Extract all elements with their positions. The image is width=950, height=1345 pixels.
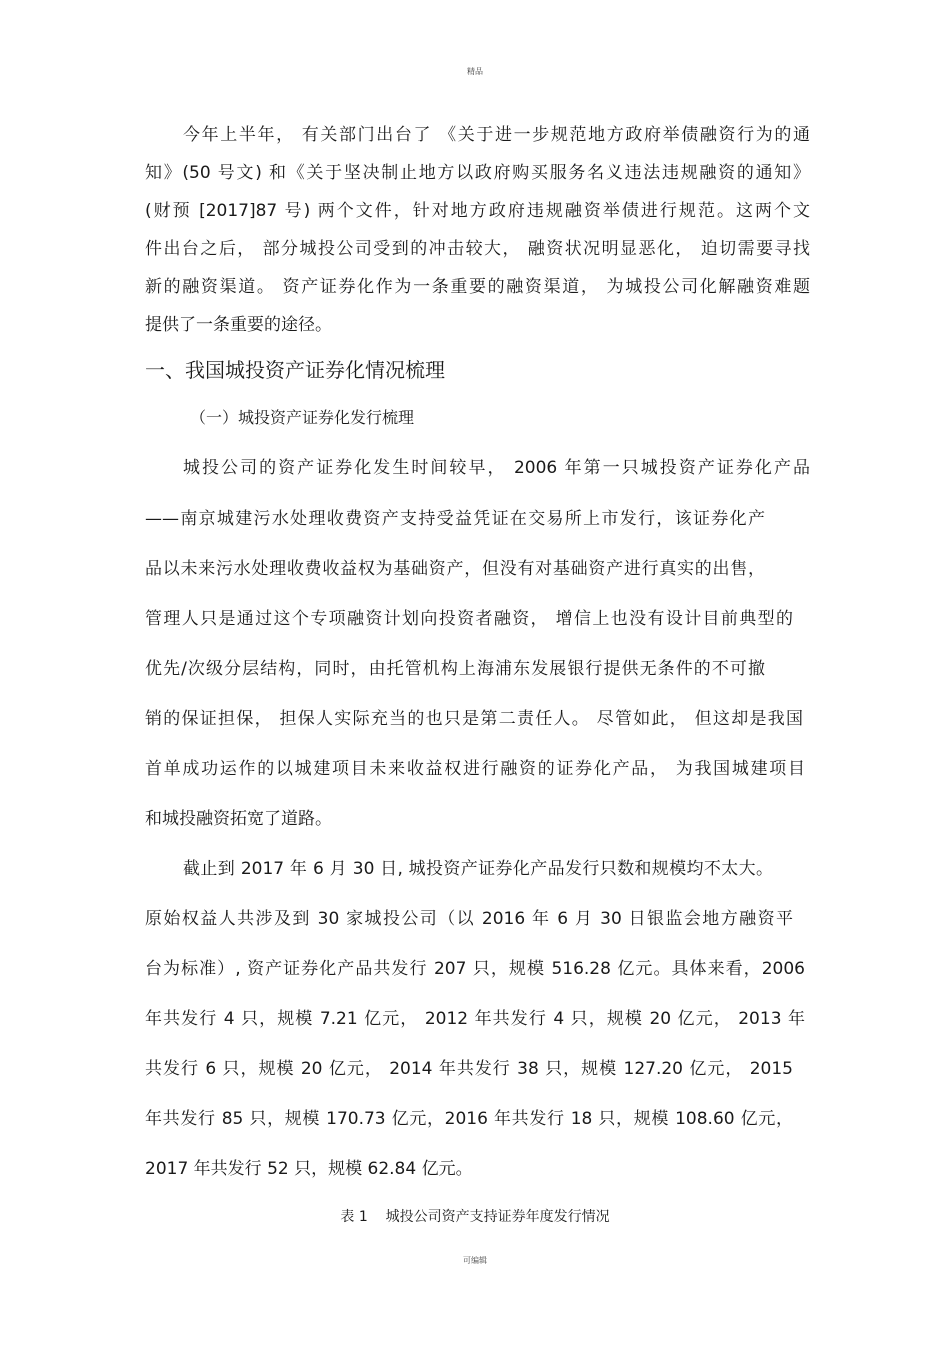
page-header: 精品 (467, 67, 483, 76)
paragraph-2-line-7: 首单成功运作的以城建项目未来收益权进行融资的证券化产品， 为我国城建项目 (145, 759, 805, 779)
table-caption: 表 1 城投公司资产支持证券年度发行情况 (340, 1209, 610, 1225)
paragraph-2-line-4: 管理人只是通过这个专项融资计划向投资者融资， 增信上也没有设计目前典型的 (145, 609, 793, 629)
paragraph-1-line-1: 今年上半年， 有关部门出台了 《关于进一步规范地方政府举债融资行为的通 (183, 125, 810, 145)
paragraph-1-line-3: (财预 [2017]87 号) 两个文件，针对地方政府违规融资举债进行规范。这两个文 (145, 201, 810, 221)
paragraph-2-line-3: 品以未来污水处理收费收益权为基础资产，但没有对基础资产进行真实的出售， (145, 559, 765, 579)
section-heading: 一、我国城投资产证券化情况梳理 (145, 358, 445, 382)
paragraph-1-line-6: 提供了一条重要的途径。 (145, 315, 332, 335)
paragraph-3-line-7: 2017 年共发行 52 只，规模 62.84 亿元。 (145, 1159, 473, 1179)
subsection-heading: （一）城投资产证券化发行梳理 (190, 408, 415, 427)
paragraph-2-line-8: 和城投融资拓宽了道路。 (145, 809, 332, 829)
paragraph-3-line-3: 台为标准）, 资产证券化产品共发行 207 只，规模 516.28 亿元。具体来看，2006 (145, 959, 805, 979)
paragraph-3-line-5: 共发行 6 只，规模 20 亿元， 2014 年共发行 38 只，规模 127.20 亿元， 2015 (145, 1059, 793, 1079)
paragraph-2-line-1: 城投公司的资产证券化发生时间较早， 2006 年第一只城投资产证券化产品 (183, 458, 810, 478)
page-footer: 可编辑 (463, 1256, 487, 1265)
paragraph-1-line-5: 新的融资渠道。 资产证券化作为一条重要的融资渠道， 为城投公司化解融资难题 (145, 277, 810, 297)
paragraph-3-line-4: 年共发行 4 只，规模 7.21 亿元， 2012 年共发行 4 只，规模 20 亿元， 2013 年 (145, 1009, 805, 1029)
paragraph-2-line-5: 优先/次级分层结构，同时，由托管机构上海浦东发展银行提供无条件的不可撤 (145, 659, 765, 679)
paragraph-3-line-6: 年共发行 85 只，规模 170.73 亿元，2016 年共发行 18 只，规模 108.60 亿元， (145, 1109, 793, 1129)
paragraph-2-line-6: 销的保证担保， 担保人实际充当的也只是第二责任人。 尽管如此， 但这却是我国 (145, 709, 803, 729)
paragraph-1-line-2: 知》(50 号文) 和《关于坚决制止地方以政府购买服务名义违法违规融资的通知》 (145, 163, 810, 183)
paragraph-1-line-4: 件出台之后， 部分城投公司受到的冲击较大， 融资状况明显恶化， 迫切需要寻找 (145, 239, 810, 259)
paragraph-2-line-2: ——南京城建污水处理收费资产支持受益凭证在交易所上市发行，该证券化产 (145, 509, 765, 529)
paragraph-3-line-1: 截止到 2017 年 6 月 30 日, 城投资产证券化产品发行只数和规模均不太大。 (183, 859, 773, 879)
paragraph-3-line-2: 原始权益人共涉及到 30 家城投公司（以 2016 年 6 月 30 日银监会地方融资平 (145, 909, 793, 929)
